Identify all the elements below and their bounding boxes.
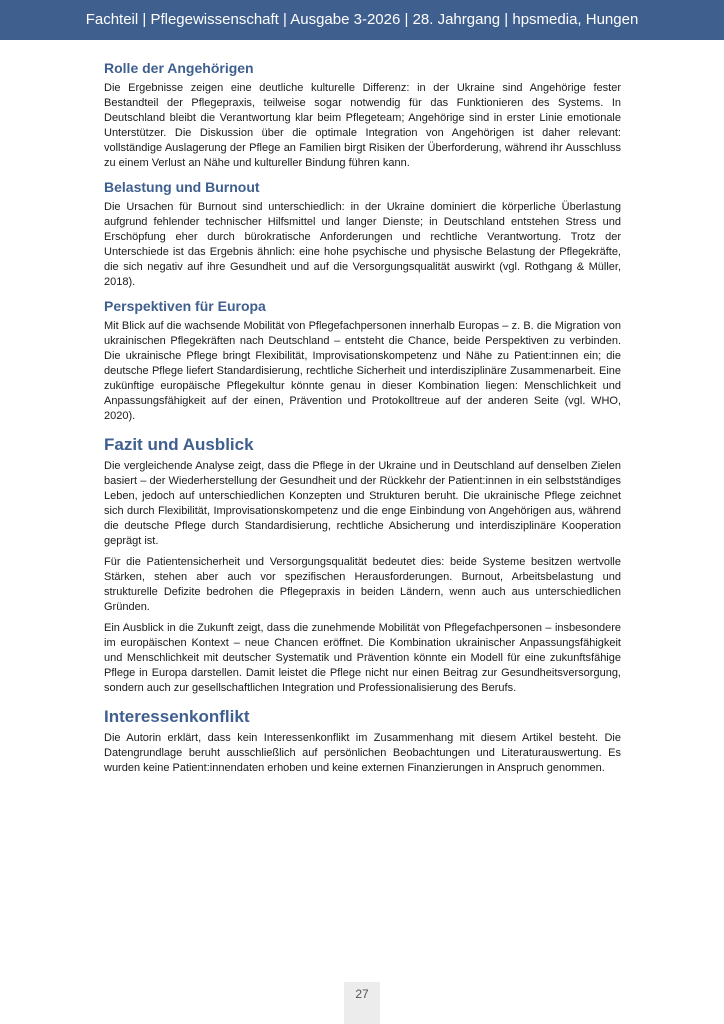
paragraph-burnout: Die Ursachen für Burnout sind unterschiedlich: in der Ukraine dominiert die körperliche Überlastung aufgrund fehlender technischer Hilfsmittel und langer Dienste; in Deutschland entstehen Stress und Erschöpfung eher durch bürokratische Anforderungen und rechtliche Verantwortung. Trotz der Unterschiede ist das Ergebnis ähnlich: eine hohe psychische und physische Belastung der Pflegekräfte, die sich negativ auf ihre Gesundheit und auf die Versorgungsqualität auswirkt (vgl. Rothgang & Müller, 2018).	[104, 201, 621, 288]
paragraph-europa: Mit Blick auf die wachsende Mobilität von Pflegefachpersonen innerhalb Europas – z. B. die Migration von ukrainischen Pflegekräften nach Deutschland – entsteht die Chance, beide Perspektiven zu verbinden. Die ukrainische Pflege bringt Flexibilität, Improvisationskompetenz und Nähe zu Patient:innen ein; die deutsche Pflege liefert Standardisierung, rechtliche Sicherheit und interdisziplinäre Zusammenarbeit. Eine zukünftige europäische Pflegekultur könnte genau in dieser Kombination liegen: Menschlichkeit und Anpassungsfähigkeit auf der einen, Prävention und Protokolltreue auf der anderen Seite (vgl. WHO, 2020).	[104, 320, 621, 422]
heading-rolle: Rolle der Angehörigen	[104, 60, 254, 76]
paragraph-interessenkonflikt: Die Autorin erklärt, dass kein Interessenkonflikt im Zusammenhang mit diesem Artikel besteht. Die Datengrundlage beruht ausschließlich auf persönlichen Beobachtungen und Literaturauswertung. Es wurden keine Patient:innendaten erhoben und keine externen Finanzierungen in Anspruch genommen.	[104, 732, 621, 774]
running-header: Fachteil | Pflegewissenschaft | Ausgabe 3-2026 | 28. Jahrgang | hpsmedia, Hungen	[0, 0, 724, 40]
heading-burnout: Belastung und Burnout	[104, 179, 260, 195]
paragraph-fazit-3: Ein Ausblick in die Zukunft zeigt, dass die zunehmende Mobilität von Pflegefachpersonen – insbesondere im europäischen Kontext – neue Chancen eröffnet. Die Kombination ukrainischer Anpassungsfähigkeit und Menschlichkeit mit deutscher Systematik und Prävention könnte ein Modell für eine zukunftsfähige Pflege in Europa darstellen. Damit leistet die Pflege nicht nur einen Beitrag zur Gesundheitsversorgung, sondern auch zur gesellschaftlichen Integration und Professionalisierung des Berufs.	[104, 622, 621, 694]
article-body	[104, 58, 621, 776]
heading-europa: Perspektiven für Europa	[104, 298, 266, 314]
page-number: 27	[344, 982, 380, 1024]
heading-fazit: Fazit und Ausblick	[104, 435, 254, 454]
paragraph-rolle: Die Ergebnisse zeigen eine deutliche kulturelle Differenz: in der Ukraine sind Angehörige fester Bestandteil der Pflegepraxis, teilweise sogar notwendig für das Funktionieren des Systems. In Deutschland bleibt die Verantwortung klar beim Pflegeteam; Angehörige sind in erster Linie emotionale Unterstützer. Die Diskussion über die optimale Integration von Angehörigen ist daher relevant: vollständige Auslagerung der Pflege an Familien birgt Risiken der Überforderung, während ihr Ausschluss zu einem Verlust an Nähe und kultureller Bindung führen kann.	[104, 82, 621, 169]
heading-interessenkonflikt: Interessenkonflikt	[104, 707, 250, 726]
paragraph-fazit-2: Für die Patientensicherheit und Versorgungsqualität bedeutet dies: beide Systeme besitzen wertvolle Stärken, stehen aber auch vor spezifischen Herausforderungen. Burnout, Arbeitsbelastung und strukturelle Defizite bedrohen die Pflegepraxis in beiden Ländern, wenn auch aus unterschiedlichen Gründen.	[104, 556, 621, 613]
paragraph-fazit-1: Die vergleichende Analyse zeigt, dass die Pflege in der Ukraine und in Deutschland auf denselben Zielen basiert – der Wiederherstellung der Gesundheit und der Rückkehr der Patient:innen in ein selbstständiges Leben, jedoch auf unterschiedlichen Konzepten und Strukturen beruht. Die ukrainische Pflege zeichnet sich durch Flexibilität, Improvisationskompetenz und die enge Einbindung von Angehörigen aus, während die deutsche Pflege durch Standardisierung, rechtliche Absicherung und interdisziplinäre Kooperation geprägt ist.	[104, 460, 621, 547]
